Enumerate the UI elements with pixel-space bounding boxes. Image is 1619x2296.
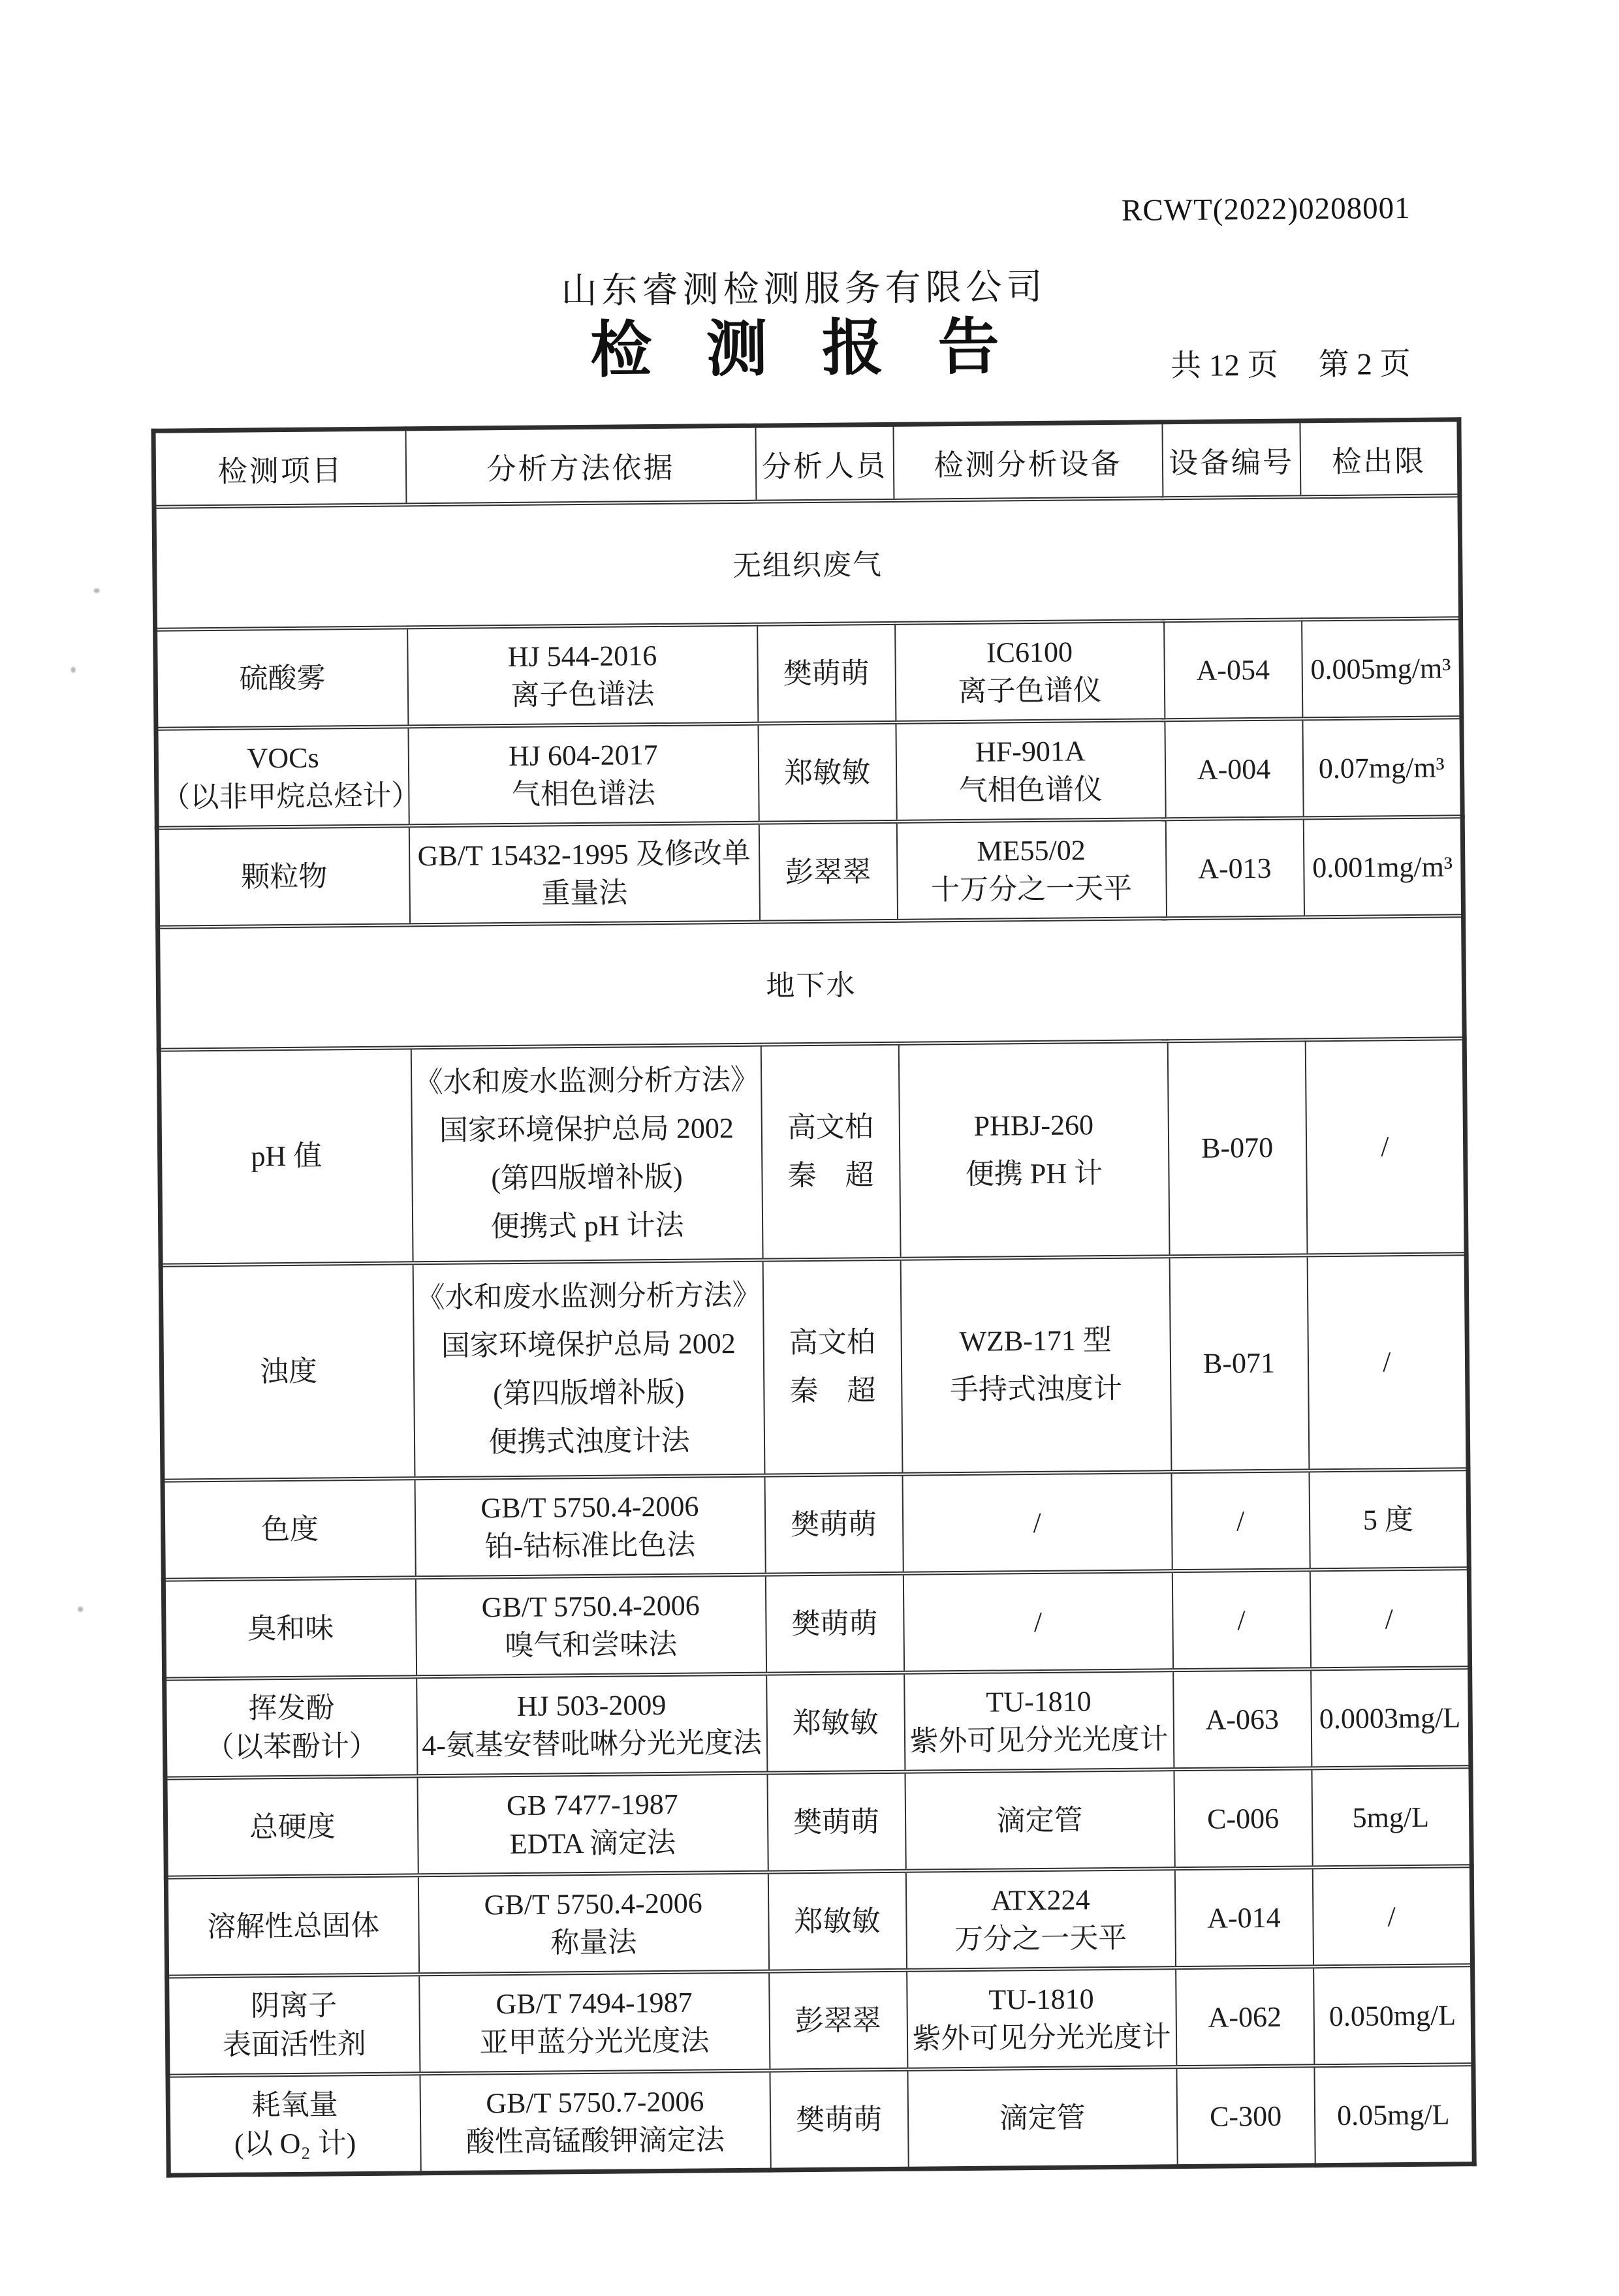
pagination bbox=[1171, 339, 1411, 385]
limit-cell: / bbox=[1305, 1038, 1466, 1255]
limit-cell: 0.07mg/m³ bbox=[1302, 717, 1462, 818]
item-cell: 溶解性总固体 bbox=[166, 1875, 418, 1976]
analyst-cell: 郑敏敏 bbox=[768, 1871, 906, 1972]
equipment-cell: / bbox=[903, 1571, 1172, 1673]
item-cell: 耗氧量 (以 O₂ 计) bbox=[168, 2073, 420, 2175]
data-row bbox=[163, 1469, 1469, 1579]
device-no-cell: A-004 bbox=[1165, 719, 1303, 819]
equipment-cell: PHBJ-260 便携 PH 计 bbox=[898, 1041, 1169, 1259]
scan-artifact bbox=[94, 588, 100, 593]
report-number: RCWT(2022)0208001 bbox=[1121, 191, 1411, 228]
device-no-cell: / bbox=[1171, 1470, 1310, 1571]
item-cell: 总硬度 bbox=[165, 1776, 418, 1877]
column-header-1: 分析方法依据 bbox=[405, 426, 756, 504]
device-no-cell: C-006 bbox=[1174, 1768, 1312, 1869]
analyst-cell: 樊萌萌 bbox=[757, 623, 896, 724]
method-cell: GB/T 5750.4-2006 铂-钴标准比色法 bbox=[415, 1476, 765, 1578]
item-cell: pH 值 bbox=[159, 1047, 413, 1265]
device-no-cell: B-071 bbox=[1169, 1255, 1309, 1472]
device-no-cell: A-014 bbox=[1174, 1867, 1313, 1968]
analyst-cell: 樊萌萌 bbox=[770, 2070, 908, 2170]
analyst-cell: 樊萌萌 bbox=[767, 1772, 905, 1872]
method-cell: GB/T 5750.4-2006 嗅气和尝味法 bbox=[415, 1575, 766, 1677]
limit-cell: 0.001mg/m³ bbox=[1303, 816, 1463, 917]
item-cell: 色度 bbox=[163, 1478, 415, 1579]
equipment-cell: HF-901A 气相色谱仪 bbox=[896, 720, 1165, 822]
data-row bbox=[166, 1866, 1472, 1976]
method-cell: 《水和废水监测分析方法》 国家环境保护总局 2002 (第四版增补版) 便携式 pH 计法 bbox=[411, 1045, 762, 1264]
item-cell: 挥发酚 （以苯酚计） bbox=[165, 1677, 417, 1778]
equipment-cell: TU-1810 紫外可见分光光度计 bbox=[907, 1968, 1176, 2070]
method-cell: GB/T 15432-1995 及修改单 重量法 bbox=[409, 823, 759, 925]
table-header-row bbox=[153, 420, 1460, 507]
device-no-cell: A-063 bbox=[1173, 1669, 1312, 1769]
limit-cell: / bbox=[1312, 1866, 1472, 1966]
section-row bbox=[158, 916, 1465, 1049]
equipment-cell: ATX224 万分之一天平 bbox=[905, 1869, 1175, 1970]
data-row bbox=[161, 1254, 1468, 1480]
column-header-0: 检测项目 bbox=[153, 429, 406, 507]
method-cell: GB/T 5750.4-2006 称量法 bbox=[418, 1872, 768, 1975]
column-header-3: 检测分析设备 bbox=[893, 422, 1163, 501]
method-cell: HJ 604-2017 气相色谱法 bbox=[408, 724, 759, 826]
method-cell: GB 7477-1987 EDTA 滴定法 bbox=[417, 1773, 768, 1876]
limit-cell: 5mg/L bbox=[1312, 1767, 1471, 1867]
item-cell: 阴离子 表面活性剂 bbox=[167, 1974, 420, 2075]
item-cell: 颗粒物 bbox=[157, 826, 409, 927]
current-page-label: 第 2 页 bbox=[1318, 347, 1411, 382]
item-cell: 硫酸雾 bbox=[155, 627, 408, 728]
limit-cell: / bbox=[1310, 1568, 1470, 1669]
equipment-cell: 滴定管 bbox=[907, 2067, 1177, 2169]
device-no-cell: / bbox=[1172, 1570, 1310, 1670]
report-title: 检 测 报 告 bbox=[589, 313, 1020, 385]
data-row bbox=[167, 1965, 1473, 2075]
device-no-cell: A-054 bbox=[1164, 619, 1302, 720]
device-no-cell: A-013 bbox=[1165, 818, 1304, 918]
data-row bbox=[156, 717, 1462, 828]
limit-cell: 0.0003mg/L bbox=[1311, 1668, 1471, 1768]
data-row bbox=[159, 1038, 1466, 1265]
analyst-cell: 彭翠翠 bbox=[759, 822, 897, 922]
analyst-cell: 樊萌萌 bbox=[764, 1474, 903, 1575]
analyst-cell: 彭翠翠 bbox=[769, 1970, 907, 2071]
column-header-2: 分析人员 bbox=[755, 424, 894, 501]
data-row bbox=[168, 2064, 1474, 2175]
equipment-cell: 滴定管 bbox=[905, 1769, 1174, 1871]
column-header-4: 设备编号 bbox=[1162, 421, 1300, 498]
section-label: 地下水 bbox=[158, 916, 1465, 1049]
item-cell: 臭和味 bbox=[163, 1577, 416, 1679]
analyst-cell: 郑敏敏 bbox=[766, 1673, 905, 1773]
equipment-cell: / bbox=[902, 1472, 1172, 1574]
equipment-cell: TU-1810 紫外可见分光光度计 bbox=[904, 1670, 1174, 1772]
equipment-cell: IC6100 离子色谱仪 bbox=[895, 621, 1165, 722]
device-no-cell: B-070 bbox=[1167, 1040, 1307, 1256]
limit-cell: 5 度 bbox=[1309, 1469, 1469, 1570]
total-pages-label: 共 12 页 bbox=[1170, 348, 1278, 384]
item-cell: VOCs （以非甲烷总烃计） bbox=[156, 726, 409, 828]
analyst-cell: 樊萌萌 bbox=[765, 1574, 904, 1674]
test-report-table bbox=[151, 417, 1476, 2177]
data-row bbox=[165, 1767, 1471, 1877]
data-row bbox=[155, 618, 1462, 728]
data-row bbox=[157, 816, 1463, 927]
device-no-cell: A-062 bbox=[1176, 1966, 1314, 2067]
method-cell: HJ 544-2016 离子色谱法 bbox=[407, 625, 758, 727]
analyst-cell: 高文柏 秦 超 bbox=[762, 1259, 902, 1476]
analyst-cell: 高文柏 秦 超 bbox=[761, 1044, 900, 1260]
section-label: 无组织废气 bbox=[154, 495, 1461, 629]
limit-cell: 0.050mg/L bbox=[1313, 1965, 1473, 2066]
limit-cell: 0.05mg/L bbox=[1314, 2064, 1474, 2165]
equipment-cell: WZB-171 型 手持式浊度计 bbox=[900, 1256, 1171, 1474]
scan-artifact bbox=[78, 1607, 83, 1612]
method-cell: 《水和废水监测分析方法》 国家环境保护总局 2002 (第四版增补版) 便携式浊度计法 bbox=[413, 1260, 764, 1479]
equipment-cell: ME55/02 十万分之一天平 bbox=[896, 819, 1166, 921]
limit-cell: 0.005mg/m³ bbox=[1302, 618, 1462, 719]
limit-cell: / bbox=[1307, 1254, 1468, 1470]
method-cell: HJ 503-2009 4-氨基安替吡啉分光光度法 bbox=[417, 1674, 767, 1776]
company-name: 山东睿测检测服务有限公司 bbox=[561, 266, 1047, 311]
item-cell: 浊度 bbox=[161, 1263, 415, 1480]
method-cell: GB/T 7494-1987 亚甲蓝分光光度法 bbox=[419, 1972, 770, 2074]
analyst-cell: 郑敏敏 bbox=[758, 722, 896, 823]
section-row bbox=[154, 495, 1461, 629]
column-header-5: 检出限 bbox=[1300, 420, 1460, 497]
device-no-cell: C-300 bbox=[1176, 2066, 1315, 2166]
data-row bbox=[165, 1668, 1471, 1778]
method-cell: GB/T 5750.7-2006 酸性高锰酸钾滴定法 bbox=[420, 2071, 770, 2173]
data-row bbox=[163, 1568, 1470, 1679]
scan-artifact bbox=[71, 667, 76, 673]
